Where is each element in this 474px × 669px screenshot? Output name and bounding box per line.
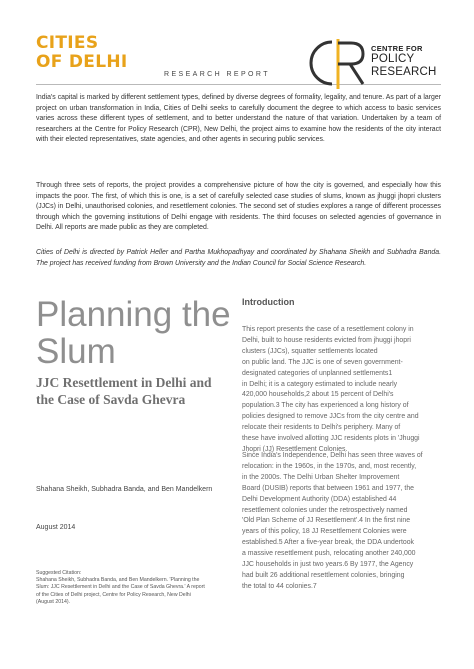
logo-line-3: RESEARCH bbox=[371, 65, 437, 78]
brand-logo-text bbox=[36, 34, 128, 72]
text-line: JJC households in just two years.6 By 1977, the Agency bbox=[242, 561, 414, 569]
text-line: Board (DUSIB) reports that between 1961 and 1977, the bbox=[242, 484, 414, 492]
brand-line-1: CITIES bbox=[36, 33, 99, 53]
report-date: August 2014 bbox=[36, 524, 76, 531]
text-line: a massive resettlement push, relocating another 240,000 bbox=[242, 550, 416, 558]
text-line: designated categories of unplanned settlements1 bbox=[242, 369, 393, 377]
text-line: Jhopri (JJ) Resettlement Colonies. bbox=[242, 445, 348, 453]
text-line: Since India's Independence, Delhi has seen three waves of bbox=[242, 452, 423, 459]
citation-line: Suggested Citation: bbox=[36, 570, 82, 576]
text-line: population.3 The city has experienced a long history of bbox=[242, 402, 409, 410]
logo-line-2: POLICY bbox=[371, 53, 415, 65]
text-line: Delhi, built to house residents evicted from jhuggi jhopri bbox=[242, 336, 411, 344]
text-line: established.5 After a five-year break, the DDA undertook bbox=[242, 539, 414, 547]
title-line-2: Slum bbox=[36, 332, 116, 371]
text-line: the total to 44 colonies.7 bbox=[242, 582, 317, 590]
text-line: 'Old Plan Scheme of JJ Resettlement'.4 In the first nine bbox=[242, 517, 411, 525]
text-line: Delhi Development Authority (DDA) established 44 bbox=[242, 495, 397, 503]
project-credits-paragraph: Cities of Delhi is directed by Patrick Heller and Partha Mukhopadhyay and coordinated by Shahana Sheikh and Subhadra Banda. The project has received funding from Brown University and the Indian Council for Social Science Research. bbox=[36, 249, 441, 267]
introduction-paragraph-2 bbox=[242, 451, 446, 593]
text-line: had built 26 additional resettlement colonies, bringing bbox=[242, 571, 405, 579]
citation-line: Shahana Sheikh, Subhadra Banda, and Ben Mandelkern. 'Planning the bbox=[36, 577, 200, 584]
text-line: these have involved allotting JJC residents plots in 'Jhuggi bbox=[242, 435, 420, 443]
subtitle-line-1: JJC Resettlement in Delhi and bbox=[36, 375, 212, 390]
title-line-1: Planning the bbox=[36, 295, 231, 334]
text-line: in the 2000s. The Delhi Urban Shelter Improvement bbox=[242, 473, 400, 481]
report-authors: Shahana Sheikh, Subhadra Banda, and Ben Mandelkern bbox=[36, 486, 213, 493]
header-divider bbox=[36, 84, 441, 85]
text-line: This report presents the case of a resettlement colony in bbox=[242, 326, 414, 333]
citation-line: Slum: JJC Resettlement in Delhi and the Case of Savda Ghevra.' A report bbox=[36, 584, 205, 591]
text-line: clusters (JJCs), squatter settlements located bbox=[242, 347, 378, 355]
project-reports-paragraph: Through three sets of reports, the project provides a comprehensive picture of how the city is governed, and especially how this impacts the poor. The first, of which this is one, is a set of carefully selected case studies of slums, known as jhuggi jhopri clusters (JJCs) in Delhi, unauthorised colonies, and resettlement colonies. The second set of studies explores a range of different processes through which the governing institutions of Delhi engage with residents. The third focuses on selected agencies of governance in Delhi. All reports are made public as they are completed. bbox=[36, 182, 441, 232]
citation-line: (August 2014). bbox=[36, 598, 71, 605]
introduction-heading: Introduction bbox=[242, 297, 295, 307]
text-line: in Delhi; it is a category estimated to include nearly bbox=[242, 380, 398, 388]
logo-line-1: CENTRE FOR bbox=[371, 44, 423, 53]
text-line: policies designed to remove JJCs from the city centre and bbox=[242, 413, 419, 421]
report-title bbox=[36, 296, 236, 370]
report-type-label: RESEARCH REPORT bbox=[164, 71, 270, 78]
text-line: 420,000 households,2 about 15 percent of Delhi's bbox=[242, 391, 394, 399]
cpr-logo-text bbox=[371, 44, 437, 78]
brand-line-2: OF DELHI bbox=[36, 52, 128, 72]
cpr-logo-icon bbox=[305, 37, 367, 89]
text-line: resettlement colonies under the retrospectively named bbox=[242, 506, 408, 514]
text-line: relocation: in the 1960s, in the 1970s, and, most recently, bbox=[242, 462, 417, 470]
citation-line: of the Cities of Delhi project, Centre for Policy Research, New Delhi bbox=[36, 591, 191, 598]
text-line: years of this policy, 18 JJ Resettlement Colonies were bbox=[242, 528, 407, 536]
introduction-paragraph-1 bbox=[242, 325, 446, 456]
suggested-citation bbox=[36, 570, 234, 606]
report-subtitle bbox=[36, 374, 226, 408]
text-line: on public land. The JJC is one of seven government- bbox=[242, 358, 403, 366]
text-line: relocate their residents to Delhi's periphery. Many of bbox=[242, 424, 401, 432]
project-description-paragraph: India's capital is marked by different settlement types, defined by diverse degrees of formality, legality, and tenure. As part of a larger project on urban transformation in India, Cities of Delhi seeks to carefully document the degree to which access to basic services varies across these different types of settlement, and to better understand the nature of that variation. Undertaken by a team of researchers at the Centre for Policy Research (CPR), New Delhi, the project aims to examine how the residents of the city interact with their elected representatives, state agencies, and other agents in securing public services. bbox=[36, 94, 441, 144]
subtitle-line-2: the Case of Savda Ghevra bbox=[36, 392, 186, 407]
